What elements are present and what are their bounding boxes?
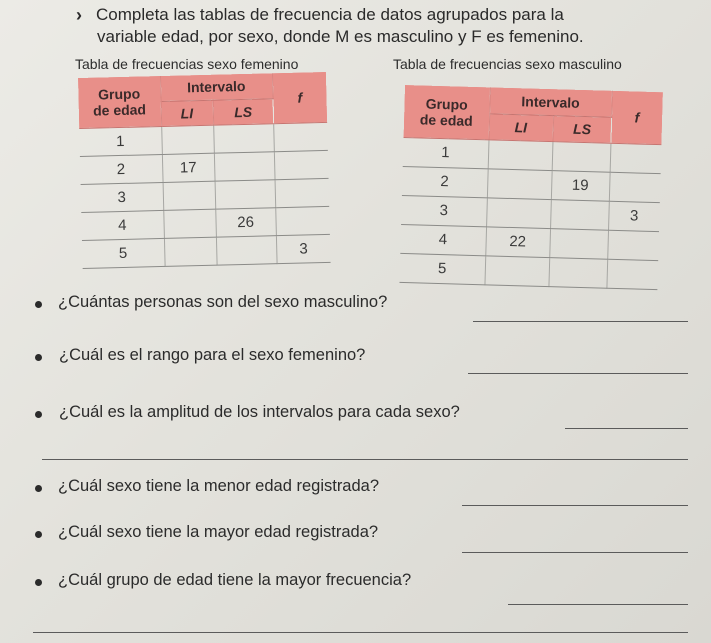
cell-f[interactable]: 3 [608, 201, 660, 231]
header-ls: LS [552, 115, 611, 143]
cell-li[interactable]: 17 [162, 153, 215, 182]
cell-group: 5 [399, 253, 485, 284]
cell-f[interactable]: 3 [276, 234, 331, 263]
cell-ls[interactable] [552, 141, 611, 172]
cell-group: 4 [400, 224, 486, 255]
female-frequency-table [78, 72, 331, 269]
cell-f[interactable] [275, 206, 330, 235]
cell-ls[interactable]: 26 [215, 207, 276, 236]
header-li: LI [161, 100, 214, 126]
bullet-icon [35, 485, 42, 492]
question-2: ¿Cuál es el rango para el sexo femenino? [59, 346, 366, 364]
cell-group: 3 [401, 195, 487, 226]
cell-ls[interactable] [213, 123, 274, 152]
cell-ls[interactable] [550, 199, 609, 230]
cell-li[interactable] [486, 197, 551, 228]
question-4: ¿Cuál sexo tiene la menor edad registrada? [58, 477, 380, 495]
cell-f[interactable] [275, 178, 330, 207]
header-interval: Intervalo [489, 87, 612, 116]
cell-li[interactable] [488, 139, 553, 170]
header-frequency: f [610, 91, 662, 144]
cell-f[interactable] [274, 150, 329, 179]
cell-li[interactable] [164, 237, 217, 266]
answer-line-4[interactable] [462, 505, 688, 506]
cell-f[interactable] [610, 143, 662, 173]
chevron-right-icon: › [76, 5, 82, 25]
header-group [78, 76, 161, 128]
answer-line-6a[interactable] [508, 604, 688, 605]
table-row [399, 253, 658, 289]
bullet-icon [35, 531, 42, 538]
question-5: ¿Cuál sexo tiene la mayor edad registrada? [58, 523, 379, 541]
header-group-line-2: de edad [419, 111, 473, 129]
cell-ls[interactable] [548, 257, 607, 288]
instruction-line-1: Completa las tablas de frecuencia de datos agrupados para la [96, 5, 564, 24]
cell-li[interactable] [487, 168, 552, 199]
header-group [404, 85, 490, 139]
cell-li[interactable] [163, 209, 216, 238]
header-group-line-1: Grupo [425, 95, 468, 113]
header-ls: LS [213, 98, 274, 124]
answer-line-1[interactable] [473, 321, 688, 322]
answer-line-2[interactable] [468, 373, 688, 374]
header-group-line-2: de edad [92, 101, 147, 119]
instruction-line-2: variable edad, por sexo, donde M es masculino y F es femenino. [97, 27, 584, 46]
header-group-line-1: Grupo [97, 85, 141, 103]
cell-li[interactable] [484, 255, 549, 286]
bullet-icon [35, 301, 42, 308]
question-3: ¿Cuál es la amplitud de los intervalos para cada sexo? [59, 403, 460, 421]
question-1: ¿Cuántas personas son del sexo masculino? [58, 293, 388, 311]
male-frequency-table [399, 85, 662, 290]
cell-li[interactable]: 22 [485, 226, 550, 257]
header-li: LI [489, 113, 554, 141]
cell-group: 2 [80, 154, 163, 184]
table-row [82, 234, 331, 268]
cell-f[interactable] [607, 230, 659, 260]
answer-line-3b[interactable] [42, 459, 688, 460]
cell-group: 1 [403, 137, 489, 168]
instruction [76, 4, 696, 48]
cell-ls[interactable] [216, 235, 277, 264]
cell-group: 1 [79, 126, 162, 156]
cell-ls[interactable] [215, 179, 276, 208]
cell-f[interactable] [609, 172, 661, 202]
answer-line-6b[interactable] [33, 632, 688, 633]
cell-ls[interactable] [549, 228, 608, 259]
cell-li[interactable] [161, 125, 214, 154]
answer-line-3a[interactable] [565, 428, 688, 429]
cell-f[interactable] [273, 122, 328, 151]
answer-line-5[interactable] [462, 552, 688, 553]
female-table-caption: Tabla de frecuencias sexo femenino [75, 56, 299, 72]
cell-group: 2 [402, 166, 488, 197]
bullet-icon [35, 411, 42, 418]
cell-group: 3 [81, 182, 164, 212]
cell-ls[interactable]: 19 [551, 170, 610, 201]
cell-li[interactable] [163, 181, 216, 210]
cell-ls[interactable] [214, 151, 275, 180]
male-table-caption: Tabla de frecuencias sexo masculino [393, 56, 622, 72]
question-6: ¿Cuál grupo de edad tiene la mayor frecuencia? [58, 571, 412, 589]
header-frequency: f [272, 72, 327, 123]
header-interval: Intervalo [160, 73, 273, 101]
cell-group: 4 [81, 210, 164, 240]
bullet-icon [35, 579, 42, 586]
bullet-icon [35, 354, 42, 361]
cell-group: 5 [82, 238, 165, 268]
cell-f[interactable] [606, 259, 658, 289]
